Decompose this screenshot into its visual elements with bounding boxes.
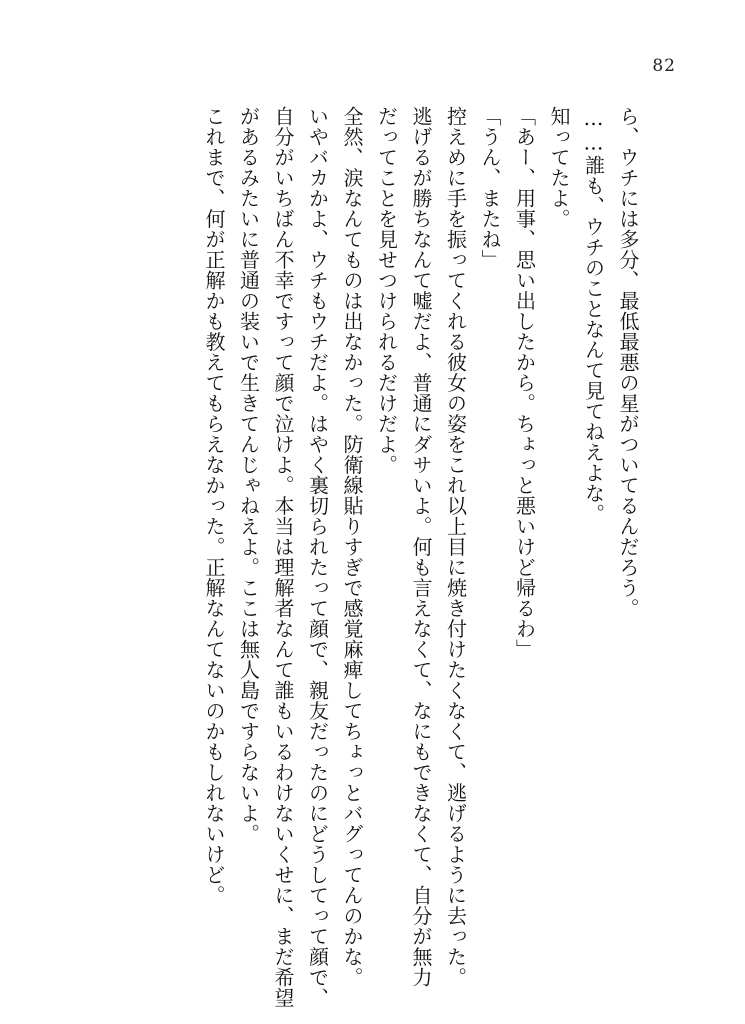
text-line: 逃げるが勝ちなんて嘘だよ、普通にダサいよ。何も言えなくて、なにもできなくて、自分が無力 [409,106,433,988]
text-line: 「あー、用事、思い出したから。ちょっと悪いけど帰るわ」 [512,106,537,660]
text-line: 「うん、またね」 [478,106,502,270]
page-number: 82 [652,56,676,76]
text-line: いやバカかよ、ウチもウチだよ。はやく裏切られたって顔で、親友だったのにどうしてって顔で、 [305,106,330,1008]
text-line: 控えめに手を振ってくれる彼女の姿をこれ以上目に焼き付けたくなくて、逃げるように去った。 [443,106,468,988]
text-line: 自分がいちばん不幸ですって顔で泣けよ。本当は理解者なんて誰もいるわけないくせに、まだ希望 [271,106,295,1008]
vertical-text-body [197,106,646,1008]
text-line: ら、ウチには多分、最低最悪の星がついてるんだろう。 [616,106,640,619]
text-line: だってことを見せつけられるだけだよ。 [374,106,399,475]
text-line: ……誰も、ウチのことなんて見てねえよな。 [581,106,606,524]
text-line: 全然、涙なんてものは出なかった。防衛線貼りすぎで感覚麻痺してちょっとバグってんのかな。 [340,106,364,988]
text-line: これまで、何が正解かも教えてもらえなかった。正解なんてないのかもしれないけど。 [202,106,226,906]
text-line: があるみたいに普通の装いで生きてんじゃねえよ。ここは無人島ですらないよ。 [236,106,261,844]
text-line: 知ってたよ。 [547,106,571,229]
